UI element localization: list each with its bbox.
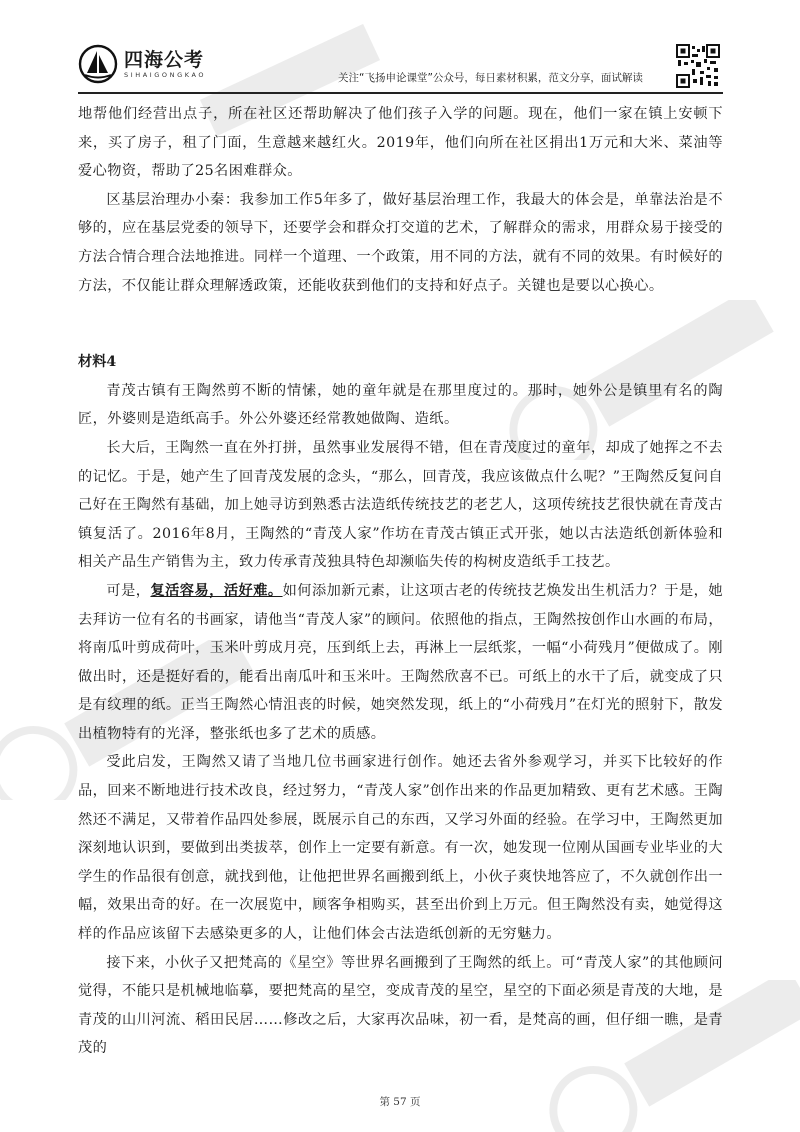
logo-title: 四海公考 xyxy=(124,48,205,71)
paragraph-intro: 青茂古镇有王陶然剪不断的情愫，她的童年就是在那里度过的。那时，她外公是镇里有名的陶匠，外婆则是造纸高手。外公外婆还经常教她做陶、造纸。 xyxy=(78,382,723,428)
page-header xyxy=(0,0,800,92)
paragraph-qin-statement: 区基层治理办小秦：我参加工作5年多了，做好基层治理工作，我最大的体会是，单靠法治是不够的，应在基层党委的领导下，还要学会和群众打交道的艺术，了解群众的需求，用群众易于接受的方法合情合理合法地推进。同样一个道理、一个政策，用不同的方法，就有不同的效果。有时候好的方法，不仅能让群众理解透政策，还能收获到他们的支持和好点子。关键也是要以心换心。 xyxy=(78,191,723,294)
header-divider xyxy=(78,92,723,94)
paragraph-starry-night: 接下来，小伙子又把梵高的《星空》等世界名画搬到了王陶然的纸上。可“青茂人家”的其他顾问觉得，不能只是机械地临摹，要把梵高的星空，变成青茂的星空，星空的下面必须是青茂的大地，是青茂的山川河流、稻田民居……修改之后，大家再次品味，初一看，是梵高的画，但仔细一瞧，是青茂的 xyxy=(78,954,723,1057)
section-heading-material-4: 材料4 xyxy=(78,354,117,371)
brand-logo xyxy=(78,44,228,84)
header-tagline: 关注“飞扬申论课堂”公众号，每日素材积累，范文分享，面试解读 xyxy=(338,72,643,84)
sailboat-logo-icon xyxy=(78,44,118,84)
paragraph-continued: 地帮他们经营出点子，所在社区还帮助解决了他们孩子入学的问题。现在，他们一家在镇上安顿下来，买了房子，租了门面，生意越来越红火。2019年，他们向所在社区捐出1万元和大米、菜油等爱心物资，帮助了25名困难群众。 xyxy=(78,106,723,180)
revival-lead: 可是， xyxy=(106,582,151,599)
revival-rest: 如何添加新元素，让这项古老的传统技艺焕发出生机活力？于是，她去拜访一位有名的书画家，请他当“青茂人家”的顾问。依照他的指点，王陶然按创作山水画的布局，将南瓜叶剪成荷叶，玉米叶剪成月亮，压到纸上去，再淋上一层纸浆，一幅“小荷残月”便做成了。刚做出时，还是挺好看的，能看出南瓜叶和玉米叶。王陶然欣喜不已。可纸上的水干了后，就变成了只是有纹理的纸。正当王陶然心情沮丧的时候，她突然发现，纸上的“小荷残月”在灯光的照射下，散发出植物特有的光泽，整张纸也多了艺术的质感。 xyxy=(78,582,723,742)
paragraph-revival xyxy=(78,577,723,749)
logo-subtitle: SIHAIGONGKAO xyxy=(124,70,207,79)
page-number: 第 57 页 xyxy=(379,1096,421,1108)
qr-code-icon xyxy=(676,44,720,88)
paragraph-inspiration: 受此启发，王陶然又请了当地几位书画家进行创作。她还去省外参观学习，并买下比较好的作品，回来不断地进行技术改良，经过努力，“青茂人家”创作出来的作品更加精致、更有艺术感。王陶然还不满足，又带着作品四处参展，既展示自己的东西，又学习外面的经验。在学习中，王陶然更加深刻地认识到，要做到出类拔萃，创作上一定要有新意。有一次，她发现一位刚从国画专业毕业的大学生的作品很有创意，就找到他，让他把世界名画搬到纸上，小伙子爽快地答应了，不久就创作出一幅，效果出奇的好。在一次展览中，顾客争相购买，甚至出价到上万元。但王陶然没有卖，她觉得这样的作品应该留下去感染更多的人，让他们体会古法造纸创新的无穷魅力。 xyxy=(78,754,723,943)
document-body xyxy=(78,100,723,1063)
emphasized-phrase: 复活容易，活好难。 xyxy=(150,582,283,599)
paragraph-return: 长大后，王陶然一直在外打拼，虽然事业发展得不错，但在青茂度过的童年，却成了她挥之不去的记忆。于是，她产生了回青茂发展的念头，“那么，回青茂，我应该做点什么呢？”王陶然反复问自己好在王陶然有基础，加上她寻访到熟悉古法造纸传统技艺的老艺人，这项传统技艺很快就在青茂古镇复活了。2016年8月，王陶然的“青茂人家”作坊在青茂古镇正式开张，她以古法造纸创新体验和相关产品生产销售为主，致力传承青茂独具特色却濒临失传的构树皮造纸手工技艺。 xyxy=(78,439,723,571)
